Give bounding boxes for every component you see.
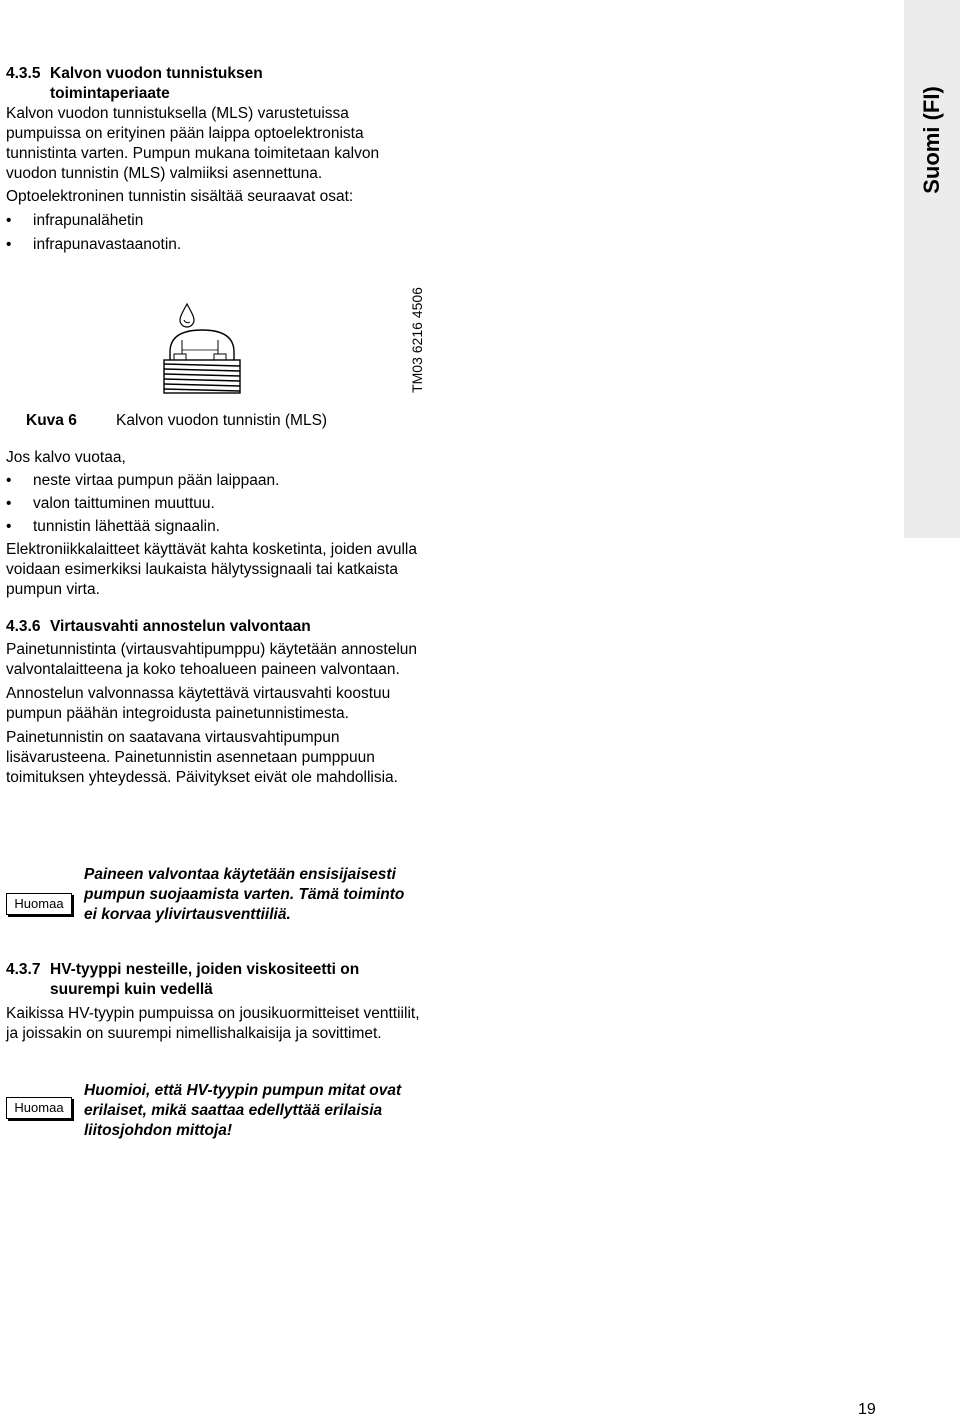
note-badge: Huomaa: [6, 1097, 72, 1119]
paragraph: Painetunnistinta (virtausvahtipumppu) käytetään annostelun valvontalaitteena ja koko tehoalueen paineen valvontaan.: [6, 641, 418, 678]
section-title-line2: toimintaperiaate: [50, 85, 170, 102]
section-4-3-6: [6, 617, 426, 788]
paragraph: Kalvon vuodon tunnistuksella (MLS) varustetuissa pumpuissa on erityinen pään laippa optoelektronista tunnistinta varten. Pumpun mukana toimitetaan kalvon vuodon tunnistin (MLS) valmiiksi asennettuna.: [6, 105, 380, 182]
note-text: Huomioi, että HV-tyypin pumpun mitat ovat erilaiset, mikä saattaa edellyttää erilaisia liitosjohdon mittoja!: [84, 1082, 402, 1139]
mls-sensor-illustration: [160, 300, 250, 400]
sensor-drawing-icon: [160, 300, 250, 400]
section-heading: [6, 64, 426, 104]
figure-code-text: TM03 6216 4506: [409, 287, 425, 393]
section-number: 4.3.7: [6, 961, 41, 978]
section-number: 4.3.5: [6, 65, 41, 82]
paragraph: Painetunnistin on saatavana virtausvahtipumpun lisävarusteena. Painetunnistin asennetaan pumppuun toimituksen yhteydessä. Päivitykset eivät ole mahdollisia.: [6, 729, 398, 786]
note-text: Paineen valvontaa käytetään ensisijaisesti pumpun suojaamista varten. Tämä toiminto ei korvaa ylivirtausventtiiliä.: [84, 866, 405, 923]
language-tab: [904, 0, 960, 538]
section-number: 4.3.6: [6, 618, 41, 635]
section-title: Virtausvahti annostelun valvontaan: [50, 618, 311, 635]
figure-caption: [26, 412, 327, 430]
bullet-item: • infrapunavastaanotin.: [6, 235, 426, 255]
section-4-3-5: [6, 64, 426, 259]
paragraph: Jos kalvo vuotaa,: [6, 449, 126, 466]
paragraph: Kaikissa HV-tyypin pumpuissa on jousikuormitteiset venttiilit, ja joissakin on suurempi nimellishalkaisija ja sovittimet.: [6, 1005, 420, 1042]
bullet-item: • infrapunalähetin: [6, 211, 426, 231]
section-4-3-7: [6, 960, 426, 1044]
section-heading: [6, 960, 426, 1000]
section-title-line1: HV-tyyppi nesteille, joiden viskositeetti on: [50, 961, 360, 978]
page-number: 19: [858, 1401, 876, 1418]
paragraph: Optoelektroninen tunnistin sisältää seuraavat osat:: [6, 188, 354, 205]
bullet-item: • neste virtaa pumpun pään laippaan.: [6, 471, 426, 491]
figure-code: [405, 285, 429, 395]
language-tab-label: Suomi (FI): [919, 86, 944, 194]
bullet-item: • tunnistin lähettää signaalin.: [6, 517, 426, 537]
section-heading: [6, 617, 426, 637]
note-badge: Huomaa: [6, 893, 72, 915]
paragraph: Annostelun valvonnassa käytettävä virtausvahti koostuu pumpun päähän integroidusta painetunnistimesta.: [6, 685, 391, 722]
figure-caption-text: Kalvon vuodon tunnistin (MLS): [116, 412, 328, 429]
bullet-item: • valon taittuminen muuttuu.: [6, 494, 426, 514]
paragraph: Elektroniikkalaitteet käyttävät kahta kosketinta, joiden avulla voidaan esimerkiksi laukaista hälytyssignaali tai katkaista pumpun virta.: [6, 541, 417, 598]
leak-consequences: [6, 448, 426, 600]
section-title-line1: Kalvon vuodon tunnistuksen: [50, 65, 263, 82]
figure-caption-label: Kuva 6: [26, 412, 77, 429]
section-title-line2: suurempi kuin vedellä: [50, 981, 213, 998]
